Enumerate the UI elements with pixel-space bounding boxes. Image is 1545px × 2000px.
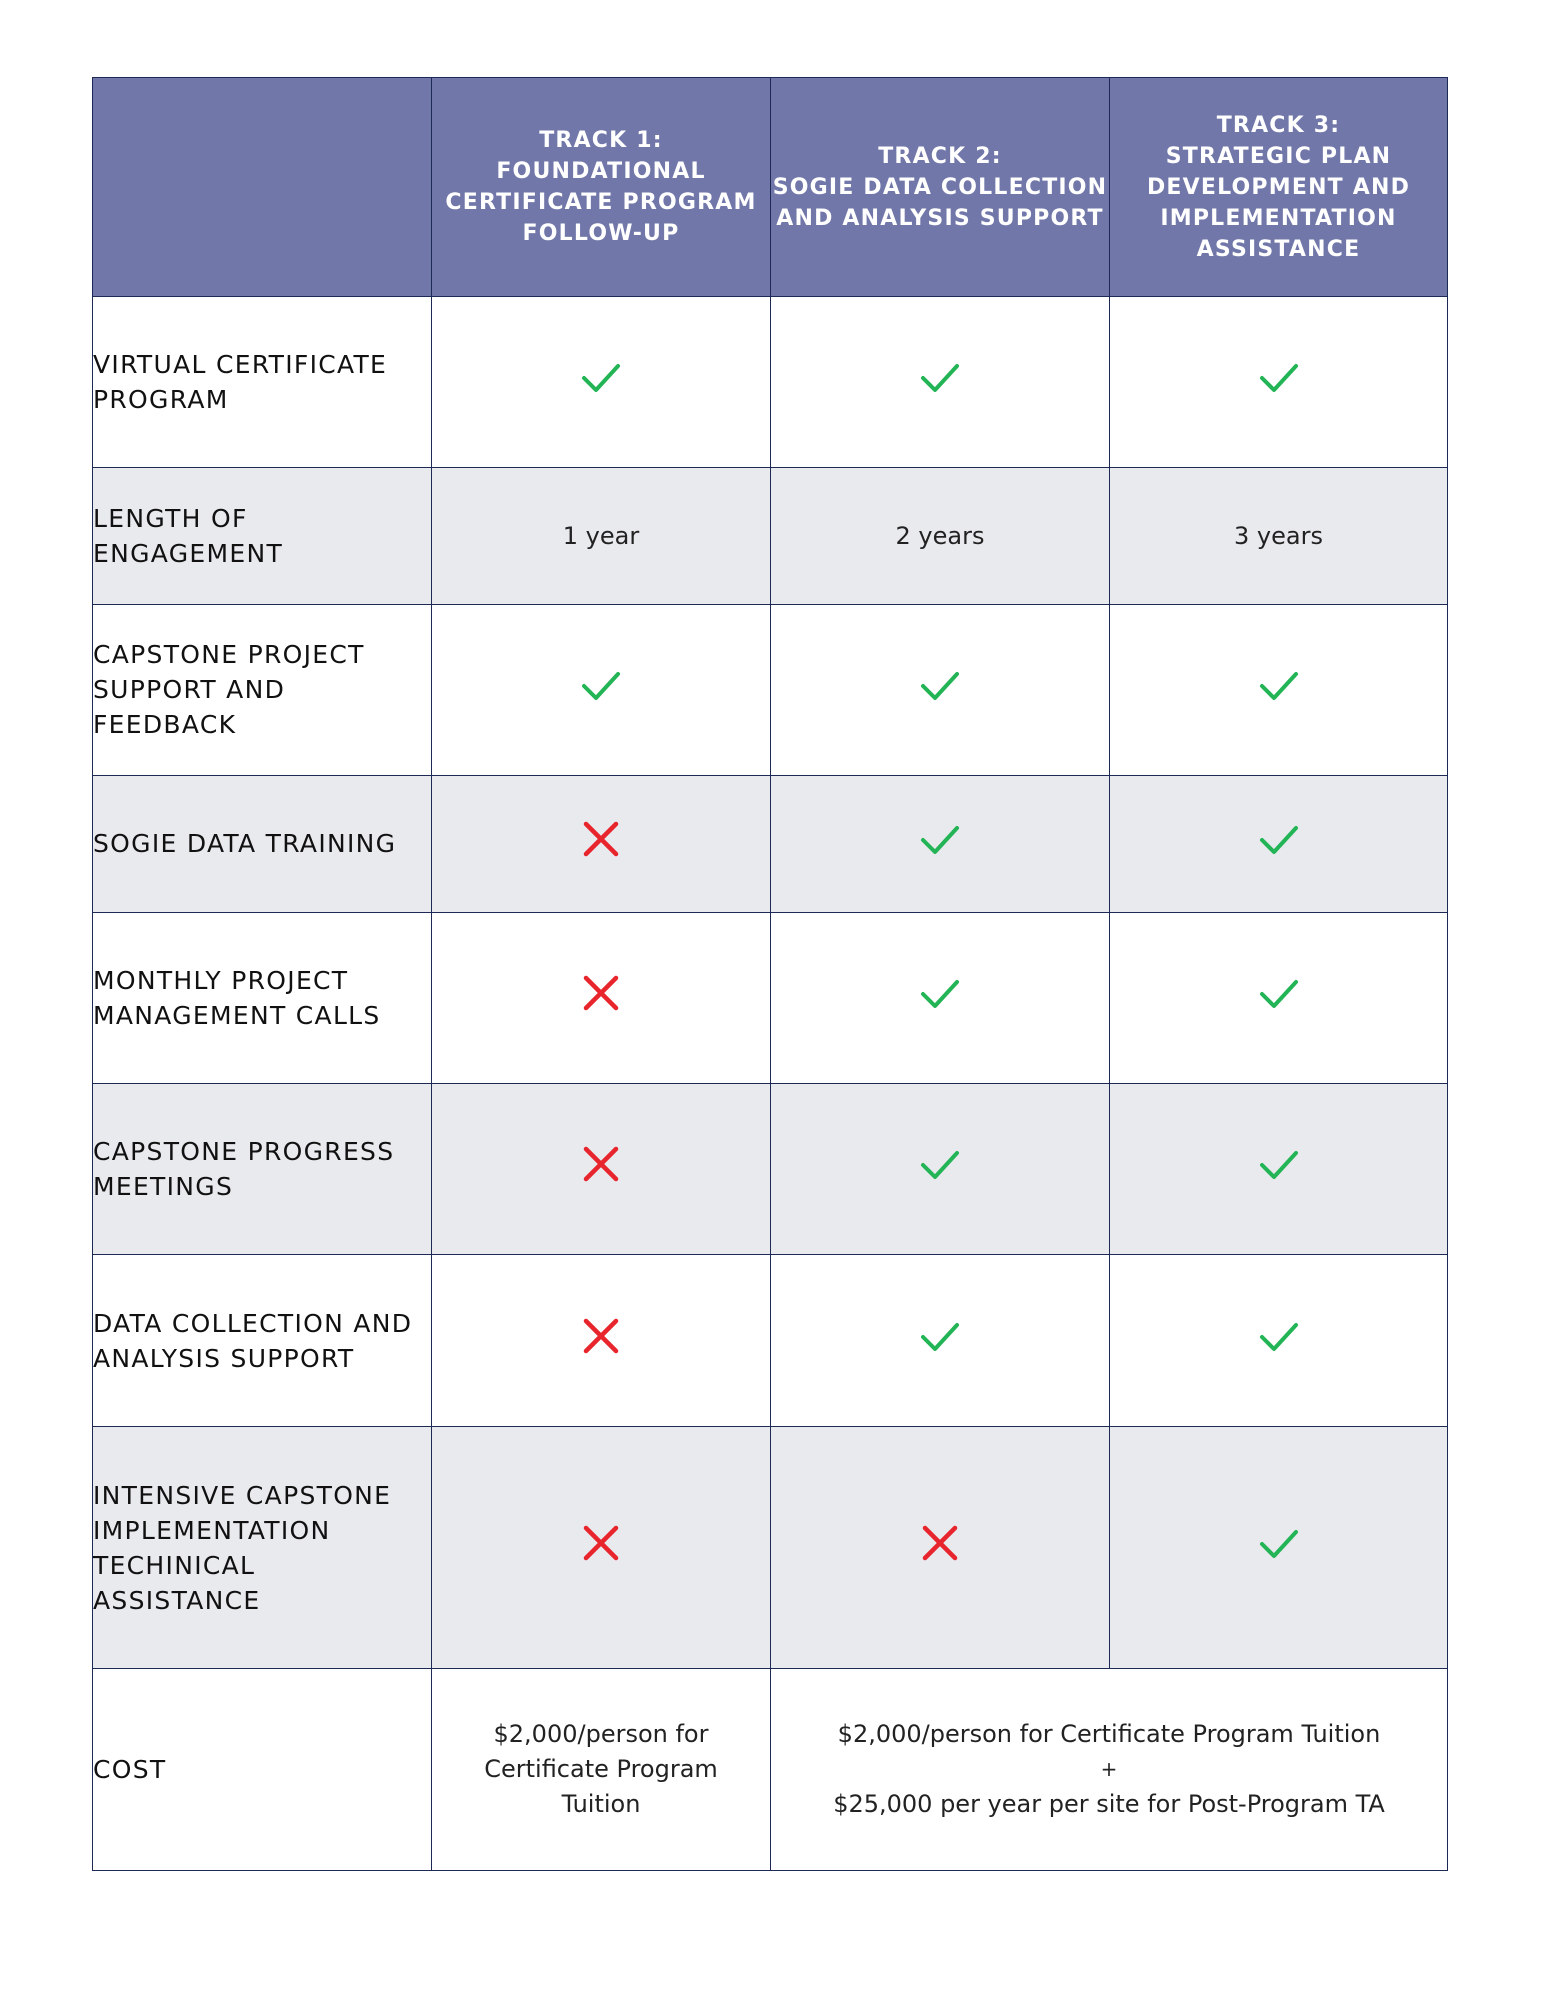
track-3-value: 3 years <box>1110 468 1448 604</box>
track-2-cell <box>771 776 1110 912</box>
checkmark-icon <box>918 663 962 707</box>
cost-tracks-2-3 <box>771 1669 1448 1871</box>
cost-label: COST <box>93 1669 432 1871</box>
row-label: VIRTUAL CERTIFICATE PROGRAM <box>93 297 432 468</box>
cost-track-1 <box>432 1669 771 1871</box>
track-2-cell <box>771 1255 1110 1426</box>
track-3-header <box>1110 78 1448 297</box>
checkmark-icon <box>579 663 623 707</box>
track-3-number: TRACK 3: <box>1216 112 1341 138</box>
track-2-header <box>771 78 1110 297</box>
track-1-cell <box>432 297 771 468</box>
track-3-cell <box>1110 1083 1448 1254</box>
row-label: CAPSTONE PROGRESS MEETINGS <box>93 1083 432 1254</box>
track-3-cell <box>1110 776 1448 912</box>
row-label: DATA COLLECTION AND ANALYSIS SUPPORT <box>93 1255 432 1426</box>
x-icon <box>918 1521 962 1565</box>
table-header <box>93 78 1448 297</box>
track-2-cell <box>771 604 1110 775</box>
track-1-header <box>432 78 771 297</box>
header-row <box>93 78 1448 297</box>
header-corner-cell <box>93 78 432 297</box>
checkmark-icon <box>918 817 962 861</box>
checkmark-icon <box>918 971 962 1015</box>
x-icon <box>579 1142 623 1186</box>
cost-tracks-2-3-line-1: $2,000/person for Certificate Program Tuition <box>837 1720 1381 1749</box>
cost-row <box>93 1669 1448 1871</box>
cost-plus-sign: + <box>1100 1757 1118 1782</box>
checkmark-icon <box>1257 1521 1301 1565</box>
track-3-title: STRATEGIC PLAN DEVELOPMENT AND IMPLEMENTATION ASSISTANCE <box>1146 143 1411 262</box>
row-label: INTENSIVE CAPSTONE IMPLEMENTATION TECHINICAL ASSISTANCE <box>93 1426 432 1669</box>
checkmark-icon <box>1257 971 1301 1015</box>
checkmark-icon <box>579 355 623 399</box>
track-1-value: 1 year <box>432 468 771 604</box>
track-1-cell <box>432 1255 771 1426</box>
x-icon <box>579 817 623 861</box>
track-2-number: TRACK 2: <box>878 143 1002 169</box>
cost-tracks-2-3-line-2: $25,000 per year per site for Post-Program TA <box>833 1790 1385 1819</box>
x-icon <box>579 1314 623 1358</box>
track-1-cell <box>432 1426 771 1669</box>
track-2-cell <box>771 297 1110 468</box>
checkmark-icon <box>1257 1142 1301 1186</box>
track-2-title: SOGIE DATA COLLECTION AND ANALYSIS SUPPORT <box>772 174 1108 231</box>
track-1-cell <box>432 912 771 1083</box>
checkmark-icon <box>918 355 962 399</box>
cost-section <box>93 1669 1448 1871</box>
track-2-value: 2 years <box>771 468 1110 604</box>
track-2-cell <box>771 1426 1110 1669</box>
track-1-cell <box>432 1083 771 1254</box>
checkmark-icon <box>1257 663 1301 707</box>
track-3-cell <box>1110 604 1448 775</box>
table-row <box>93 468 1448 604</box>
checkmark-icon <box>918 1314 962 1358</box>
table-row <box>93 297 1448 468</box>
x-icon <box>579 1521 623 1565</box>
track-2-cell <box>771 1083 1110 1254</box>
table-row <box>93 1426 1448 1669</box>
track-1-title: FOUNDATIONAL CERTIFICATE PROGRAM FOLLOW-UP <box>445 159 757 246</box>
table-row <box>93 1255 1448 1426</box>
track-1-number: TRACK 1: <box>539 128 663 153</box>
row-label: SOGIE DATA TRAINING <box>93 776 432 912</box>
comparison-table <box>92 77 1448 1871</box>
row-label: LENGTH OF ENGAGEMENT <box>93 468 432 604</box>
checkmark-icon <box>1257 1314 1301 1358</box>
row-label: CAPSTONE PROJECT SUPPORT AND FEEDBACK <box>93 604 432 775</box>
track-1-cell <box>432 776 771 912</box>
checkmark-icon <box>1257 355 1301 399</box>
cost-track-1-text: $2,000/person for Certificate Program Tuition <box>484 1720 718 1819</box>
checkmark-icon <box>1257 817 1301 861</box>
row-label: MONTHLY PROJECT MANAGEMENT CALLS <box>93 912 432 1083</box>
track-3-cell <box>1110 297 1448 468</box>
track-1-cell <box>432 604 771 775</box>
table-row <box>93 912 1448 1083</box>
track-3-cell <box>1110 912 1448 1083</box>
track-3-cell <box>1110 1255 1448 1426</box>
table-row <box>93 1083 1448 1254</box>
x-icon <box>579 971 623 1015</box>
checkmark-icon <box>918 1142 962 1186</box>
table-row <box>93 776 1448 912</box>
track-3-cell <box>1110 1426 1448 1669</box>
track-2-cell <box>771 912 1110 1083</box>
table-row <box>93 604 1448 775</box>
table-body <box>93 297 1448 1669</box>
